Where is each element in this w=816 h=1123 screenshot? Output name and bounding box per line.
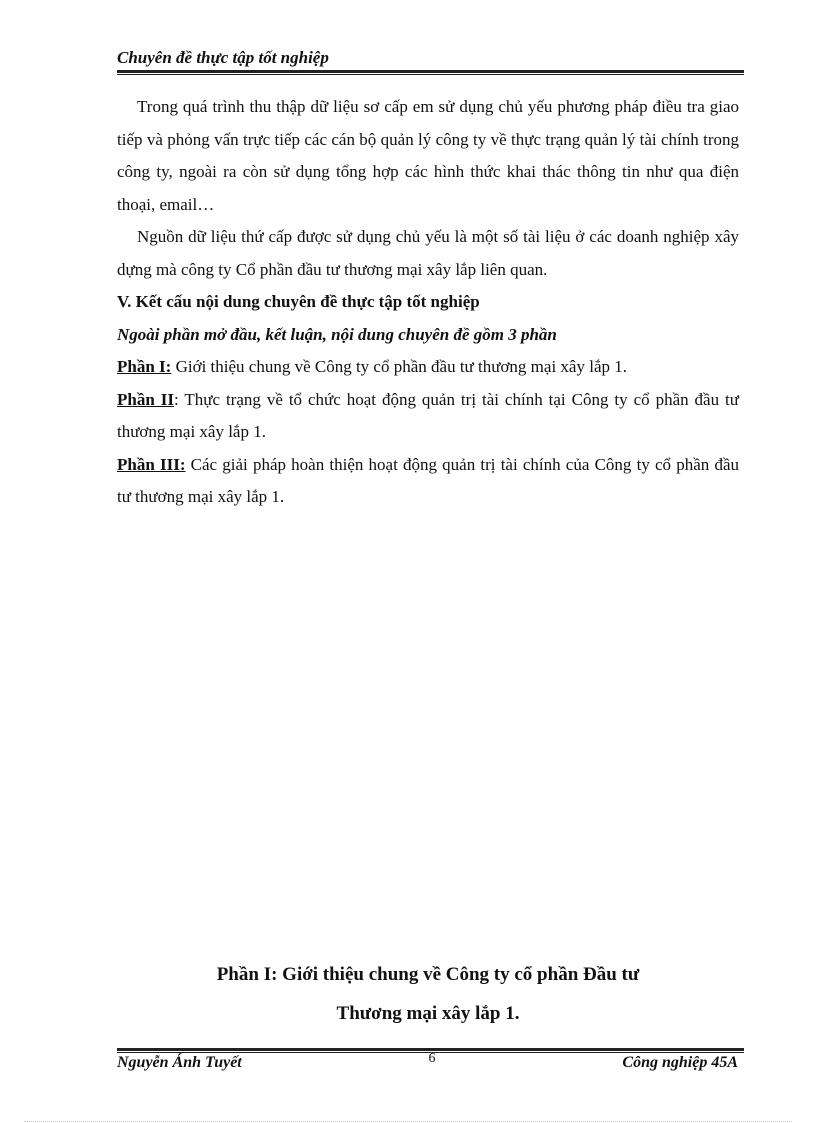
part-text: Giới thiệu chung về Công ty cổ phần đầu tư thương mại xây lắp 1. bbox=[171, 357, 627, 376]
section-heading: V. Kết cấu nội dung chuyên đề thực tập tốt nghiệp bbox=[117, 292, 480, 311]
footer-author: Nguyễn Ánh Tuyết bbox=[117, 1054, 242, 1071]
chapter-title-line-1: Phần I: Giới thiệu chung về Công ty cổ phần Đầu tư bbox=[216, 964, 640, 985]
page-edge-divider bbox=[24, 1121, 792, 1122]
header-title: Chuyên đề thực tập tốt nghiệp bbox=[117, 48, 329, 67]
body-content bbox=[117, 91, 739, 514]
chapter-title-line-2: Thương mại xây lắp 1. bbox=[336, 1003, 520, 1024]
part-item bbox=[117, 384, 739, 449]
footer-class: Công nghiệp 45A bbox=[622, 1054, 738, 1071]
part-item bbox=[117, 351, 739, 384]
header-rule bbox=[117, 70, 744, 75]
paragraph-secondary-data: Nguồn dữ liệu thứ cấp được sử dụng chủ yếu là một số tài liệu ở các doanh nghiệp xây dựng mà công ty Cổ phần đầu tư thương mại xây lắp liên quan. bbox=[117, 227, 739, 279]
part-text: Các giải pháp hoàn thiện hoạt động quản trị tài chính của Công ty cổ phần đầu tư thương mại xây lắp 1. bbox=[117, 454, 739, 506]
paragraph-primary-data: Trong quá trình thu thập dữ liệu sơ cấp em sử dụng chủ yếu phương pháp điều tra giao tiếp và phỏng vấn trực tiếp các cán bộ quản lý công ty về thực trạng quản lý tài chính trong công ty, ngoài ra còn sử dụng tổng hợp các hình thức khai thác thông tin như qua điện thoại, email… bbox=[117, 97, 739, 214]
part-label: Phần II bbox=[117, 389, 174, 409]
part-label: Phần III: bbox=[117, 454, 186, 474]
page-number: 6 bbox=[428, 1051, 436, 1066]
part-item bbox=[117, 449, 739, 514]
part-label: Phần I: bbox=[117, 357, 172, 376]
part-text: : Thực trạng về tổ chức hoạt động quản trị tài chính tại Công ty cổ phần đầu tư thương mại xây lắp 1. bbox=[117, 389, 739, 441]
section-subheading: Ngoài phần mở đầu, kết luận, nội dung chuyên đề gồm 3 phần bbox=[117, 324, 557, 344]
